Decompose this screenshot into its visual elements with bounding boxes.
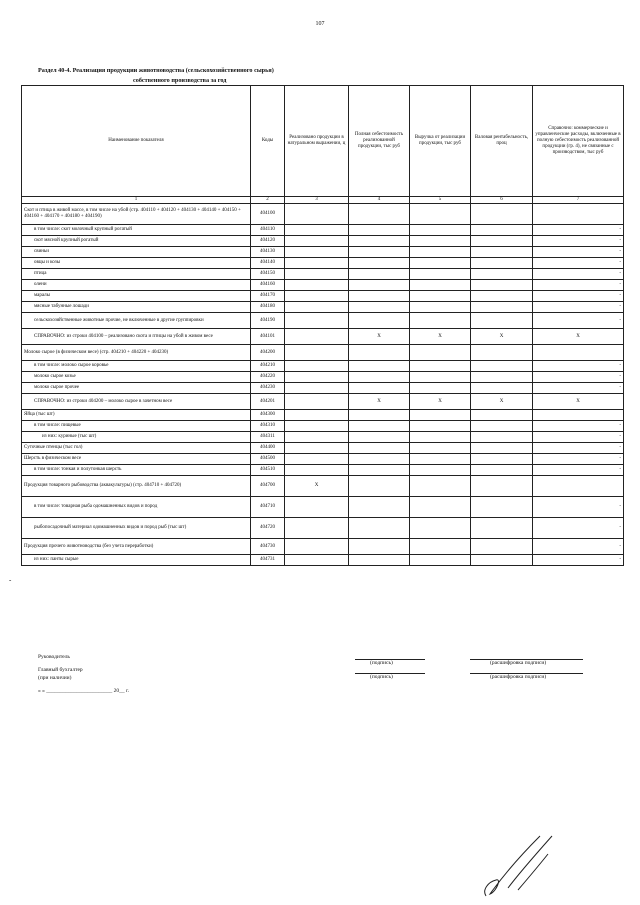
cell-profitability xyxy=(471,313,533,329)
column-number: 1 xyxy=(22,197,251,204)
cell-cost xyxy=(349,518,410,539)
cell-revenue: X xyxy=(410,329,471,345)
column-number: 5 xyxy=(410,197,471,204)
cell-profitability xyxy=(471,454,533,465)
cell-natural xyxy=(285,443,349,454)
row-name: сельскохозяйственные животные прочие, не включенные в другие группировки xyxy=(22,313,251,329)
row-code: 404101 xyxy=(251,329,285,345)
table-row xyxy=(22,539,624,555)
table-row xyxy=(22,497,624,518)
column-number: 6 xyxy=(471,197,533,204)
cell-cost xyxy=(349,421,410,432)
header-name: Наименование показателя xyxy=(22,86,251,197)
cell-reference: - xyxy=(533,454,624,465)
cell-profitability xyxy=(471,302,533,313)
cell-natural xyxy=(285,247,349,258)
cell-cost xyxy=(349,280,410,291)
accountant-decode-caption: (расшифровка подписи) xyxy=(490,674,547,680)
cell-profitability xyxy=(471,518,533,539)
cell-cost xyxy=(349,432,410,443)
cell-cost xyxy=(349,225,410,236)
row-name: маралы xyxy=(22,291,251,302)
column-number: 3 xyxy=(285,197,349,204)
table-row xyxy=(22,421,624,432)
row-code: 404500 xyxy=(251,454,285,465)
cell-cost xyxy=(349,555,410,566)
cell-natural xyxy=(285,313,349,329)
cell-cost xyxy=(349,465,410,476)
cell-cost xyxy=(349,497,410,518)
cell-natural xyxy=(285,204,349,225)
table-row xyxy=(22,518,624,539)
cell-revenue xyxy=(410,518,471,539)
row-name: Яйца (тыс шт) xyxy=(22,410,251,421)
row-name: свиньи xyxy=(22,247,251,258)
row-code: 404160 xyxy=(251,280,285,291)
row-name: рыбопосадочный материал одомашненных видов и пород рыб (тыс шт) xyxy=(22,518,251,539)
table-row xyxy=(22,345,624,361)
accountant-signature-caption: (подпись) xyxy=(370,674,393,680)
header-code: Коды xyxy=(251,86,285,197)
cell-reference xyxy=(533,476,624,497)
cell-reference: - xyxy=(533,302,624,313)
table-row xyxy=(22,258,624,269)
handwritten-signature xyxy=(478,830,558,900)
cell-revenue xyxy=(410,345,471,361)
row-name: Шерсть в физическом весе xyxy=(22,454,251,465)
cell-cost xyxy=(349,443,410,454)
table-row xyxy=(22,443,624,454)
cell-natural xyxy=(285,497,349,518)
cell-reference: - xyxy=(533,225,624,236)
cell-reference: - xyxy=(533,465,624,476)
section-title-line2: собственного производства за год xyxy=(133,77,227,84)
table-row xyxy=(22,476,624,497)
cell-revenue xyxy=(410,497,471,518)
row-name: молоко сырое прочее xyxy=(22,383,251,394)
cell-cost xyxy=(349,361,410,372)
cell-profitability xyxy=(471,247,533,258)
head-decode-caption: (расшифровка подписи) xyxy=(490,660,547,666)
cell-revenue xyxy=(410,383,471,394)
row-name: в том числе: товарная рыба одомашненных видов и пород xyxy=(22,497,251,518)
table-row xyxy=(22,247,624,258)
cell-natural xyxy=(285,361,349,372)
row-code: 404310 xyxy=(251,421,285,432)
cell-cost xyxy=(349,204,410,225)
column-number: 2 xyxy=(251,197,285,204)
table-row xyxy=(22,329,624,345)
row-name: Скот и птица в живой массе, в том числе на убой (стр. 404110 + 404120 + 404130 + 404140 + 404150 + 404160 + 404170 + 404180 + 404190) xyxy=(22,204,251,225)
cell-profitability xyxy=(471,465,533,476)
report-table xyxy=(21,85,624,566)
cell-revenue xyxy=(410,555,471,566)
cell-cost xyxy=(349,476,410,497)
cell-natural xyxy=(285,269,349,280)
table-row xyxy=(22,555,624,566)
cell-reference: - xyxy=(533,555,624,566)
cell-natural xyxy=(285,555,349,566)
row-name: мясные табунные лошади xyxy=(22,302,251,313)
cell-profitability xyxy=(471,539,533,555)
row-code: 404200 xyxy=(251,345,285,361)
column-number: 4 xyxy=(349,197,410,204)
cell-reference: - xyxy=(533,313,624,329)
cell-natural xyxy=(285,539,349,555)
cell-revenue: X xyxy=(410,394,471,410)
cell-natural xyxy=(285,225,349,236)
section-title: Раздел 40-4. Реализация продукции животноводства (сельскохозяйственного сырья) xyxy=(38,67,274,74)
row-name: Молоко сырое (в физическом весе) (стр. 404210 + 404220 + 404230) xyxy=(22,345,251,361)
row-code: 404100 xyxy=(251,204,285,225)
row-name: в том числе: молоко сырое коровье xyxy=(22,361,251,372)
cell-natural: X xyxy=(285,476,349,497)
cell-revenue xyxy=(410,247,471,258)
cell-natural xyxy=(285,394,349,410)
cell-revenue xyxy=(410,443,471,454)
header-cost: Полная себестоимость реализованной продукции, тыс руб xyxy=(349,86,410,197)
cell-natural xyxy=(285,258,349,269)
row-code: 404731 xyxy=(251,555,285,566)
row-code: 404170 xyxy=(251,291,285,302)
cell-profitability xyxy=(471,443,533,454)
column-number: 7 xyxy=(533,197,624,204)
row-code: 404730 xyxy=(251,539,285,555)
cell-cost xyxy=(349,454,410,465)
row-name: из них: панты сырые xyxy=(22,555,251,566)
page-number: 107 xyxy=(315,21,325,27)
cell-reference xyxy=(533,410,624,421)
date-line: « » ________________________ 20__ г. xyxy=(38,688,130,694)
cell-revenue xyxy=(410,454,471,465)
cell-natural xyxy=(285,421,349,432)
row-code: 404210 xyxy=(251,361,285,372)
row-name: Суточные птенцы (тыс гол) xyxy=(22,443,251,454)
cell-natural xyxy=(285,383,349,394)
cell-reference: - xyxy=(533,443,624,454)
cell-profitability xyxy=(471,280,533,291)
cell-revenue xyxy=(410,280,471,291)
cell-revenue xyxy=(410,465,471,476)
cell-cost xyxy=(349,269,410,280)
table-row xyxy=(22,454,624,465)
cell-cost xyxy=(349,247,410,258)
header-row xyxy=(22,86,624,197)
cell-revenue xyxy=(410,302,471,313)
row-name: в том числе: тонкая и полутонкая шерсть xyxy=(22,465,251,476)
cell-cost xyxy=(349,372,410,383)
cell-profitability xyxy=(471,383,533,394)
cell-natural xyxy=(285,410,349,421)
row-code: 404311 xyxy=(251,432,285,443)
cell-natural xyxy=(285,345,349,361)
cell-reference: - xyxy=(533,280,624,291)
row-name: в том числе: пищевые xyxy=(22,421,251,432)
table-row xyxy=(22,432,624,443)
row-code: 404230 xyxy=(251,383,285,394)
cell-reference: - xyxy=(533,539,624,555)
cell-revenue xyxy=(410,476,471,497)
cell-reference: - xyxy=(533,258,624,269)
cell-cost: X xyxy=(349,394,410,410)
table-row xyxy=(22,383,624,394)
cell-reference: - xyxy=(533,269,624,280)
row-code: 404130 xyxy=(251,247,285,258)
cell-cost xyxy=(349,539,410,555)
cell-reference: - xyxy=(533,247,624,258)
cell-revenue xyxy=(410,372,471,383)
table-row xyxy=(22,313,624,329)
cell-cost xyxy=(349,291,410,302)
margin-mark: - xyxy=(9,576,12,584)
cell-profitability xyxy=(471,236,533,247)
table-row xyxy=(22,465,624,476)
cell-profitability xyxy=(471,555,533,566)
cell-profitability xyxy=(471,421,533,432)
cell-reference: - xyxy=(533,421,624,432)
cell-revenue xyxy=(410,410,471,421)
cell-revenue xyxy=(410,361,471,372)
cell-profitability xyxy=(471,291,533,302)
header-natural: Реализовано продукции в натуральном выражении, ц xyxy=(285,86,349,197)
cell-profitability xyxy=(471,345,533,361)
cell-revenue xyxy=(410,269,471,280)
table-row xyxy=(22,394,624,410)
cell-cost: X xyxy=(349,329,410,345)
cell-profitability xyxy=(471,497,533,518)
cell-revenue xyxy=(410,225,471,236)
table-row xyxy=(22,280,624,291)
cell-reference: - xyxy=(533,497,624,518)
cell-profitability xyxy=(471,476,533,497)
row-name: из них: куриные (тыс шт) xyxy=(22,432,251,443)
cell-reference xyxy=(533,345,624,361)
header-profitability: Валовая рентабельность, проц xyxy=(471,86,533,197)
row-name: овцы и козы xyxy=(22,258,251,269)
cell-reference xyxy=(533,204,624,225)
table-row xyxy=(22,204,624,225)
cell-cost xyxy=(349,258,410,269)
cell-profitability: X xyxy=(471,394,533,410)
cell-profitability xyxy=(471,361,533,372)
cell-profitability xyxy=(471,225,533,236)
cell-revenue xyxy=(410,204,471,225)
cell-cost xyxy=(349,345,410,361)
header-reference: Справочно: коммерческие и управленческие расходы, включенные в полную себестоимость реализованной продукции (гр. 4), не связанные с производством, тыс руб xyxy=(533,86,624,197)
row-code: 404720 xyxy=(251,518,285,539)
row-code: 404140 xyxy=(251,258,285,269)
row-name: Продукция прочего животноводства (без учета переработки) xyxy=(22,539,251,555)
head-signature-caption: (подпись) xyxy=(370,660,393,666)
cell-reference: - xyxy=(533,361,624,372)
cell-revenue xyxy=(410,421,471,432)
row-name: в том числе: скот молочный крупный рогатый xyxy=(22,225,251,236)
accountant-note: (при наличии) xyxy=(38,675,72,681)
header-revenue: Выручка от реализации продукции, тыс руб xyxy=(410,86,471,197)
row-code: 404220 xyxy=(251,372,285,383)
cell-reference: - xyxy=(533,432,624,443)
cell-revenue xyxy=(410,313,471,329)
row-code: 404400 xyxy=(251,443,285,454)
cell-natural xyxy=(285,454,349,465)
row-name: Продукция товарного рыбоводства (аквакультуры) (стр. 404710 + 404720) xyxy=(22,476,251,497)
cell-revenue xyxy=(410,236,471,247)
cell-natural xyxy=(285,280,349,291)
cell-profitability xyxy=(471,372,533,383)
head-label: Руководитель xyxy=(38,654,70,660)
cell-cost xyxy=(349,302,410,313)
table-row xyxy=(22,269,624,280)
row-name: молоко сырое козье xyxy=(22,372,251,383)
row-code: 404300 xyxy=(251,410,285,421)
cell-reference: - xyxy=(533,518,624,539)
row-code: 404710 xyxy=(251,497,285,518)
table-row xyxy=(22,291,624,302)
cell-revenue xyxy=(410,432,471,443)
cell-profitability xyxy=(471,204,533,225)
cell-revenue xyxy=(410,258,471,269)
cell-profitability: X xyxy=(471,329,533,345)
table-row xyxy=(22,236,624,247)
cell-cost xyxy=(349,313,410,329)
cell-profitability xyxy=(471,410,533,421)
row-code: 404120 xyxy=(251,236,285,247)
cell-reference: - xyxy=(533,236,624,247)
cell-profitability xyxy=(471,258,533,269)
cell-revenue xyxy=(410,539,471,555)
accountant-label: Главный бухгалтер xyxy=(38,667,83,673)
cell-profitability xyxy=(471,432,533,443)
cell-natural xyxy=(285,465,349,476)
table-row xyxy=(22,225,624,236)
row-code: 404700 xyxy=(251,476,285,497)
cell-reference: - xyxy=(533,372,624,383)
cell-cost xyxy=(349,236,410,247)
cell-natural xyxy=(285,302,349,313)
row-code: 404510 xyxy=(251,465,285,476)
column-number-row xyxy=(22,197,624,204)
table-row xyxy=(22,410,624,421)
cell-reference: X xyxy=(533,329,624,345)
cell-reference: - xyxy=(533,291,624,302)
row-code: 404150 xyxy=(251,269,285,280)
row-name: олени xyxy=(22,280,251,291)
table-row xyxy=(22,302,624,313)
cell-cost xyxy=(349,383,410,394)
cell-natural xyxy=(285,236,349,247)
row-code: 404190 xyxy=(251,313,285,329)
cell-natural xyxy=(285,518,349,539)
cell-cost xyxy=(349,410,410,421)
row-name: СПРАВОЧНО: из строки 404200 – молоко сырое в зачетном весе xyxy=(22,394,251,410)
row-name: скот мясной крупный рогатый xyxy=(22,236,251,247)
cell-reference: - xyxy=(533,383,624,394)
cell-natural xyxy=(285,329,349,345)
cell-reference: X xyxy=(533,394,624,410)
table-row xyxy=(22,361,624,372)
row-code: 404201 xyxy=(251,394,285,410)
row-code: 404180 xyxy=(251,302,285,313)
cell-natural xyxy=(285,291,349,302)
row-name: птица xyxy=(22,269,251,280)
cell-natural xyxy=(285,432,349,443)
cell-revenue xyxy=(410,291,471,302)
cell-profitability xyxy=(471,269,533,280)
row-code: 404110 xyxy=(251,225,285,236)
row-name: СПРАВОЧНО: из строки 404100 – реализовано скота и птицы на убой в живом весе xyxy=(22,329,251,345)
cell-natural xyxy=(285,372,349,383)
table-row xyxy=(22,372,624,383)
